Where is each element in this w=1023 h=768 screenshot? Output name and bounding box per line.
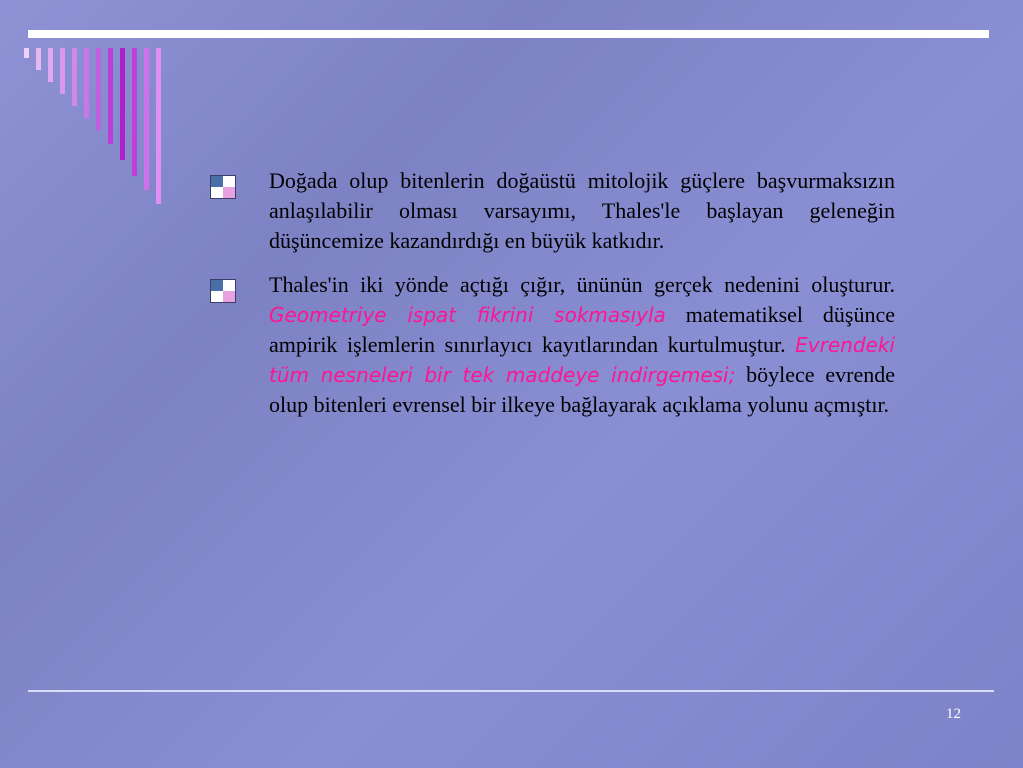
stripe [96, 48, 101, 130]
checkered-square-bullet-icon [210, 279, 236, 303]
bullet-text [269, 270, 895, 420]
page-number: 12 [946, 706, 961, 722]
stripe [156, 48, 161, 204]
stripe [120, 48, 125, 160]
text-segment: Doğada olup bitenlerin doğaüstü mitolojik güçlere başvurmaksızın anlaşılabilir olması varsayımı, Thales'le başlayan geleneğin düşüncemize kazandırdığı en büyük katkıdır. [269, 168, 895, 253]
stripe [84, 48, 89, 118]
text-segment: matematiksel düşünce ampirik işlemlerin sınırlayıcı kayıtlarından kurtulmuştur. [269, 302, 896, 357]
stripe [144, 48, 149, 190]
bullet-item [208, 270, 968, 420]
text-segment: Thales'in iki yönde açtığı çığır, ününün gerçek nedenini oluşturur. [269, 272, 895, 297]
stripe [132, 48, 137, 176]
top-divider [28, 30, 989, 38]
emphasized-phrase: Geometriye ispat fikrini sokmasıyla [269, 303, 666, 327]
stripe [24, 48, 29, 58]
stripe [48, 48, 53, 82]
checkered-square-bullet-icon [210, 175, 236, 199]
decorative-stripes [24, 48, 174, 208]
stripe [108, 48, 113, 144]
text-segment: böylece evrende olup bitenleri evrensel bir ilkeye bağlayarak açıklama yolunu açmıştır. [269, 362, 896, 417]
stripe [36, 48, 41, 70]
bullet-item [208, 166, 968, 256]
bottom-divider [28, 690, 994, 692]
emphasized-phrase: Evrendeki tüm nesneleri bir tek maddeye indirgemesi; [269, 333, 895, 387]
bullet-text [269, 166, 895, 256]
slide-content [208, 166, 968, 434]
stripe [60, 48, 65, 94]
stripe [72, 48, 77, 106]
